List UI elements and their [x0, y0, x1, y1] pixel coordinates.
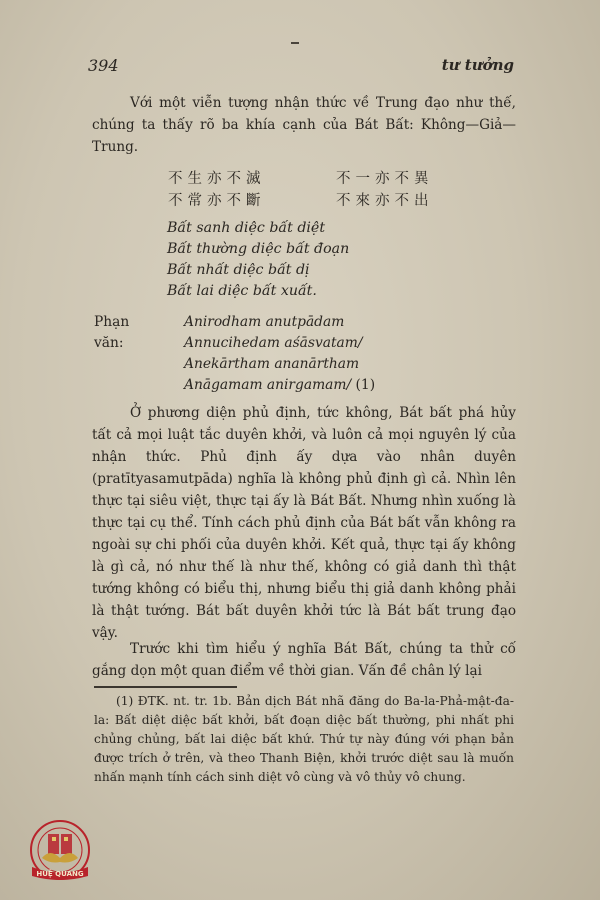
- page-header: [88, 56, 514, 80]
- footnote-ref: (1): [355, 377, 376, 393]
- chinese-verse: [168, 168, 434, 212]
- verse-line: Bất sanh diệc bất diệt: [167, 220, 326, 236]
- footnote: (1) ĐTK. nt. tr. 1b. Bản dịch Bát nhã đăng do Ba-la-Phả-mật-đa-la: Bất diệt diệc bất khởi, bất đoạn diệc bất thường, phi nhất phi chủng chủng, bất lai diệc bất khứ. Thứ tự này đúng với phạn bản được trích ở trên, và theo Thanh Biện, khởi trước diệt sau là muốn nhấn mạnh tính cách sinh diệt vô cùng và vô thủy vô chung.: [94, 694, 514, 784]
- footnote-divider: [94, 686, 237, 688]
- header-dash: [291, 42, 299, 44]
- hue-quang-logo: [18, 818, 102, 890]
- chinese-verse-left: 不生亦不滅: [168, 171, 266, 187]
- sanskrit-line: Annucihedam aśāsvatam/: [184, 335, 363, 351]
- chinese-verse-row: [168, 190, 434, 212]
- body-paragraph: Trước khi tìm hiểu ý nghĩa Bát Bất, chúng ta thử cố gắng dọn một quan điểm về thời gian. Vấn đề chân lý lại: [92, 641, 516, 679]
- sanskrit-label: Phạn văn:: [94, 314, 130, 351]
- chinese-verse-row: [168, 168, 434, 190]
- sanskrit-line: Anirodham anutpādam: [184, 314, 345, 330]
- verse-line: Bất thường diệc bất đoạn: [167, 241, 350, 257]
- chinese-verse-right: 不一亦不異: [336, 171, 434, 187]
- chinese-verse-left: 不常亦不斷: [168, 193, 266, 209]
- verse-line: Bất lai diệc bất xuất.: [167, 283, 317, 299]
- chinese-verse-right: 不來亦不出: [336, 193, 434, 209]
- page-number: 394: [88, 56, 119, 75]
- lotus-book-seal-icon: [18, 818, 102, 890]
- intro-paragraph: Với một viễn tượng nhận thức về Trung đạo như thế, chúng ta thấy rõ ba khía cạnh của Bát Bất: Không—Giả—Trung.: [92, 95, 516, 155]
- running-title: tư tưởng: [441, 56, 514, 74]
- body-paragraph: Ở phương diện phủ định, tức không, Bát bất phá hủy tất cả mọi luật tắc duyên khởi, và luôn cả mọi nguyên lý của nhận thức. Phủ định ấy dựa vào nhân duyên (pratītyasamutpāda) nghĩa là không phủ định gì cả. Nhìn lên thực tại siêu việt, thực tại ấy là Bát Bất. Nhưng nhìn xuống là thực tại cụ thể. Tính cách phủ định của Bát bất vẫn không ra ngoài sự chi phối của duyên khởi. Kết quả, thực tại ấy không là gì cả, nó như thế là như thế, không có giả danh thì thật tướng không có biểu thị, nhưng biểu thị giả danh không phải là thật tướng. Bát bất duyên khởi tức là Bát bất trung đạo vậy.: [92, 405, 516, 641]
- vietnamese-verse: [167, 218, 349, 302]
- logo-text: HUỆ QUANG: [36, 870, 84, 878]
- sanskrit-line: Anāgamam anirgamam/: [184, 377, 352, 393]
- sanskrit-lines: [184, 312, 375, 396]
- verse-line: Bất nhất diệc bất dị: [167, 262, 310, 278]
- sanskrit-line: Anekārtham ananārtham: [184, 356, 360, 372]
